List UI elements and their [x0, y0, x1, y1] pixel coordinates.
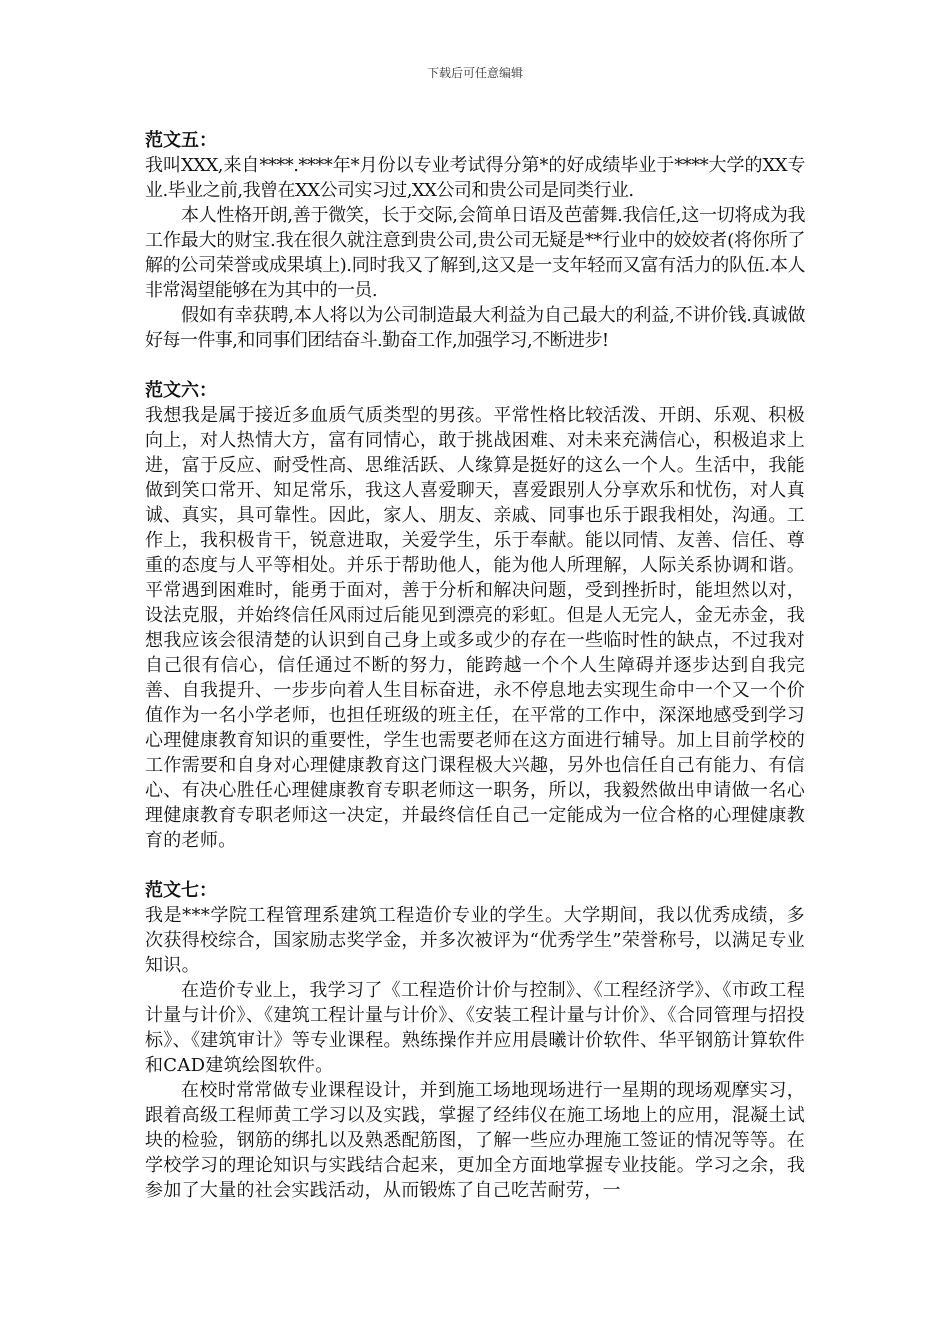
paragraph: 假如有幸获聘,本人将以为公司制造最大利益为自己最大的利益,不讲价钱.真诚做好每一件事,和同事们团结奋斗.勤奋工作,加强学习,不断进步! [145, 305, 805, 351]
section-spacer [145, 353, 805, 378]
paragraph: 在造价专业上，我学习了《工程造价计价与控制》、《工程经济学》、《市政工程计量与计价》、《建筑工程计量与计价》、《安装工程计量与计价》、《合同管理与招投标》、《建筑审计》等专业课程。熟练操作并应用晨曦计价软件、华平钢筋计算软件和CAD建筑绘图软件。 [145, 980, 805, 1076]
paragraph: 我是***学院工程管理系建筑工程造价专业的学生。大学期间，我以优秀成绩，多次获得校综合，国家励志奖学金，并多次被评为“优秀学生”荣誉称号，以满足专业知识。 [145, 905, 805, 976]
document-body [145, 128, 805, 1203]
section-title: 范文五： [145, 130, 217, 151]
section-title: 范文六： [145, 380, 217, 401]
section-title: 范文七： [145, 880, 217, 901]
section-sample-six [145, 378, 805, 853]
section-spacer [145, 853, 805, 878]
paragraph: 本人性格开朗,善于微笑，长于交际,会简单日语及芭蕾舞.我信任,这一切将成为我工作最大的财宝.我在很久就注意到贵公司,贵公司无疑是**行业中的姣姣者(将你所了解的公司荣誉或成果填上).同时我又了解到,这又是一支年轻而又富有活力的队伍.本人非常渴望能够在为其中的一员. [145, 205, 805, 301]
paragraph: 我想我是属于接近多血质气质类型的男孩。平常性格比较活泼、开朗、乐观、积极向上，对人热情大方，富有同情心，敢于挑战困难、对未来充满信心，积极追求上进，富于反应、耐受性高、思维活跃、人缘算是挺好的这么一个人。生活中，我能做到笑口常开、知足常乐，我这人喜爱聊天，喜爱跟别人分享欢乐和忧伤，对人真诚、真实，具可靠性。因此，家人、朋友、亲戚、同事也乐于跟我相处，沟通。工作上，我积极肯干，锐意进取，关爱学生，乐于奉献。能以同情、友善、信任、尊重的态度与人平等相处。并乐于帮助他人，能为他人所理解，人际关系协调和谐。平常遇到困难时，能勇于面对，善于分析和解决问题，受到挫折时，能坦然以对，设法克服，并始终信任风雨过后能见到漂亮的彩虹。但是人无完人，金无赤金，我想我应该会很清楚的认识到自己身上或多或少的存在一些临时性的缺点，不过我对自己很有信心，信任通过不断的努力，能跨越一个个人生障碍并逐步达到自我完善、自我提升、一步步向着人生目标奋进，永不停息地去实现生命中一个又一个价值作为一名小学老师，也担任班级的班主任，在平常的工作中，深深地感受到学习心理健康教育知识的重要性，学生也需要老师在这方面进行辅导。加上目前学校的工作需要和自身对心理健康教育这门课程极大兴趣，另外也信任自己有能力、有信心、有决心胜任心理健康教育专职老师这一职务，所以，我毅然做出申请做一名心理健康教育专职老师这一决定，并最终信任自己一定能成为一位合格的心理健康教育的老师。 [145, 405, 805, 851]
paragraph: 在校时常常做专业课程设计，并到施工场地现场进行一星期的现场观摩实习，跟着高级工程师黄工学习以及实践，掌握了经纬仪在施工场地上的应用，混凝土试块的检验，钢筋的绑扎以及熟悉配筋图，了解一些应办理施工签证的情况等等。在学校学习的理论知识与实践结合起来，更加全方面地掌握专业技能。学习之余，我参加了大量的社会实践活动，从而锻炼了自己吃苦耐劳，一 [145, 1080, 805, 1201]
section-sample-five [145, 128, 805, 353]
paragraph: 我叫XXX,来自****.****年*月份以专业考试得分第*的好成绩毕业于****大学的XX专业.毕业之前,我曾在XX公司实习过,XX公司和贵公司是同类行业. [145, 155, 805, 201]
section-sample-seven [145, 878, 805, 1203]
page-header-note: 下载后可任意编辑 [426, 66, 523, 80]
